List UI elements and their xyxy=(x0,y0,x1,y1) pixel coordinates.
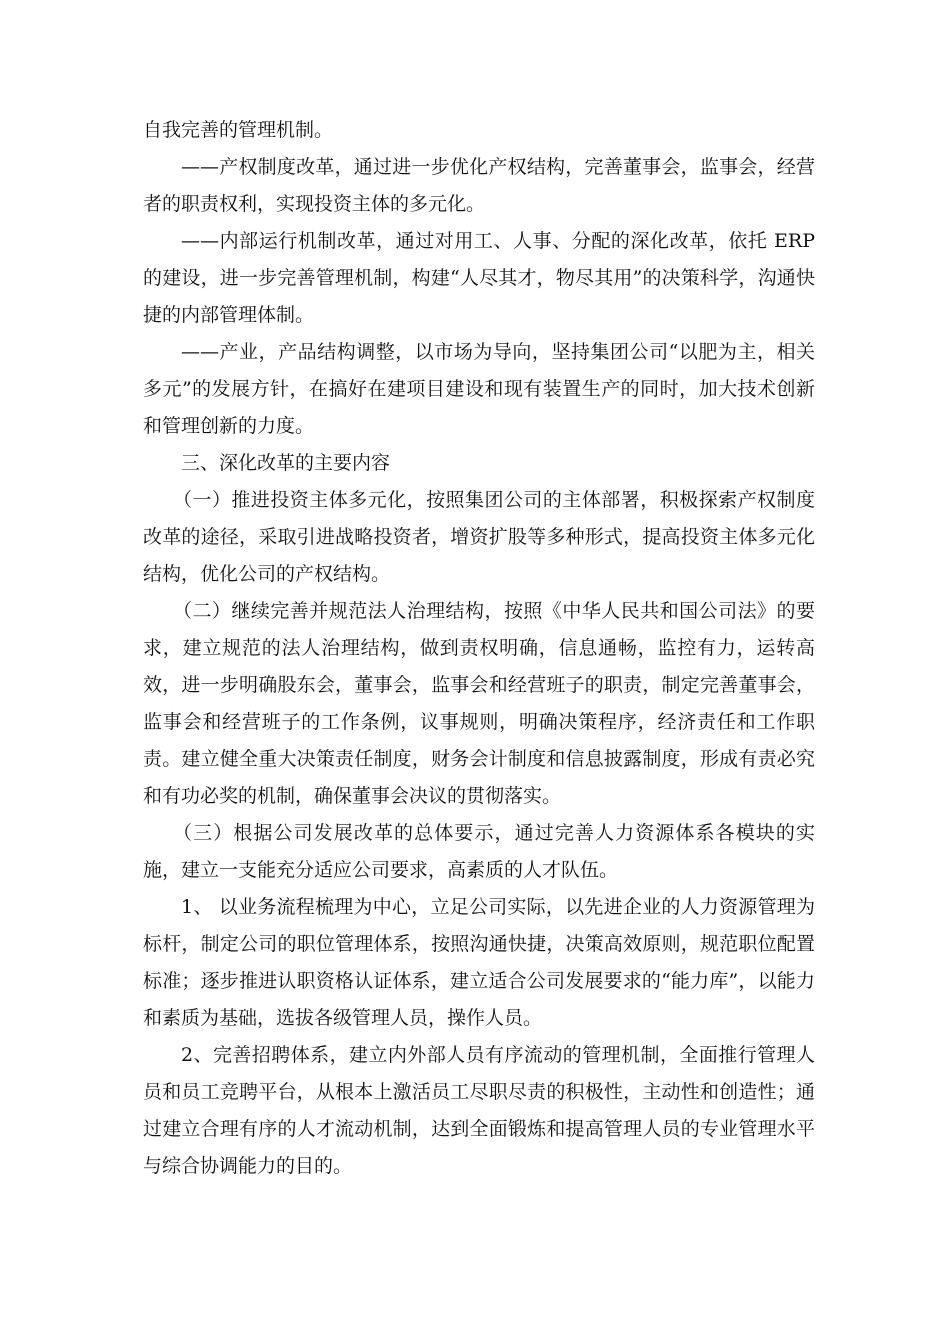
paragraph-item-2-governance: （二）继续完善并规范法人治理结构，按照《中华人民共和国公司法》的要求，建立规范的法人治理结构，做到责权明确，信息通畅，监控有力，运转高效，进一步明确股东会，董事会，监事会和经营班子的职责，制定完善董事会，监事会和经营班子的工作条例，议事规则，明确决策程序，经济责任和工作职责。建立健全重大决策责任制度，财务会计制度和信息披露制度，形成有责必究和有功必奖的机制，确保董事会决议的贯彻落实。 xyxy=(143,600,815,807)
paragraph-item-1-investment: （一）推进投资主体多元化，按照集团公司的主体部署，积极探索产权制度改革的途径，采取引进战略投资者，增资扩股等多种形式，提高投资主体多元化结构，优化公司的产权结构。 xyxy=(143,489,815,585)
paragraph-industry-structure-adjustment: ——产业，产品结构调整，以市场为导向，坚持集团公司“以肥为主，相关多元”的发展方针，在搞好在建项目建设和现有装置生产的同时，加大技术创新和管理创新的力度。 xyxy=(143,341,815,437)
paragraph-subitem-1-business-process: 1、 以业务流程梳理为中心，立足公司实际，以先进企业的人力资源管理为标杆，制定公司的职位管理体系，按照沟通快捷，决策高效原则，规范职位配置标准；逐步推进认职资格认证体系，建立适合公司发展要求的“能力库”，以能力和素质为基础，选拔各级管理人员，操作人员。 xyxy=(143,896,815,1029)
paragraph-subitem-2-recruitment: 2、完善招聘体系，建立内外部人员有序流动的管理机制，全面推行管理人员和员工竞聘平台，从根本上激活员工尽职尽责的积极性，主动性和创造性；通过建立合理有序的人才流动机制，达到全面锻炼和提高管理人员的专业管理水平与综合协调能力的目的。 xyxy=(143,1044,815,1177)
paragraph-property-rights-reform: ——产权制度改革，通过进一步优化产权结构，完善董事会，监事会，经营者的职责权利，实现投资主体的多元化。 xyxy=(143,156,815,215)
paragraph-item-3-talent: （三）根据公司发展改革的总体要示，通过完善人力资源体系各模块的实施，建立一支能充分适应公司要求，高素质的人才队伍。 xyxy=(143,822,815,881)
document-body xyxy=(143,112,815,1185)
paragraph-management-mechanism: 自我完善的管理机制。 xyxy=(143,119,334,141)
section-heading-main-content: 三、深化改革的主要内容 xyxy=(181,452,391,474)
paragraph-internal-mechanism-reform: ——内部运行机制改革，通过对用工、人事、分配的深化改革，依托 ERP 的建设，进一步完善管理机制，构建“人尽其才，物尽其用”的决策科学，沟通快捷的内部管理体制。 xyxy=(143,230,815,326)
